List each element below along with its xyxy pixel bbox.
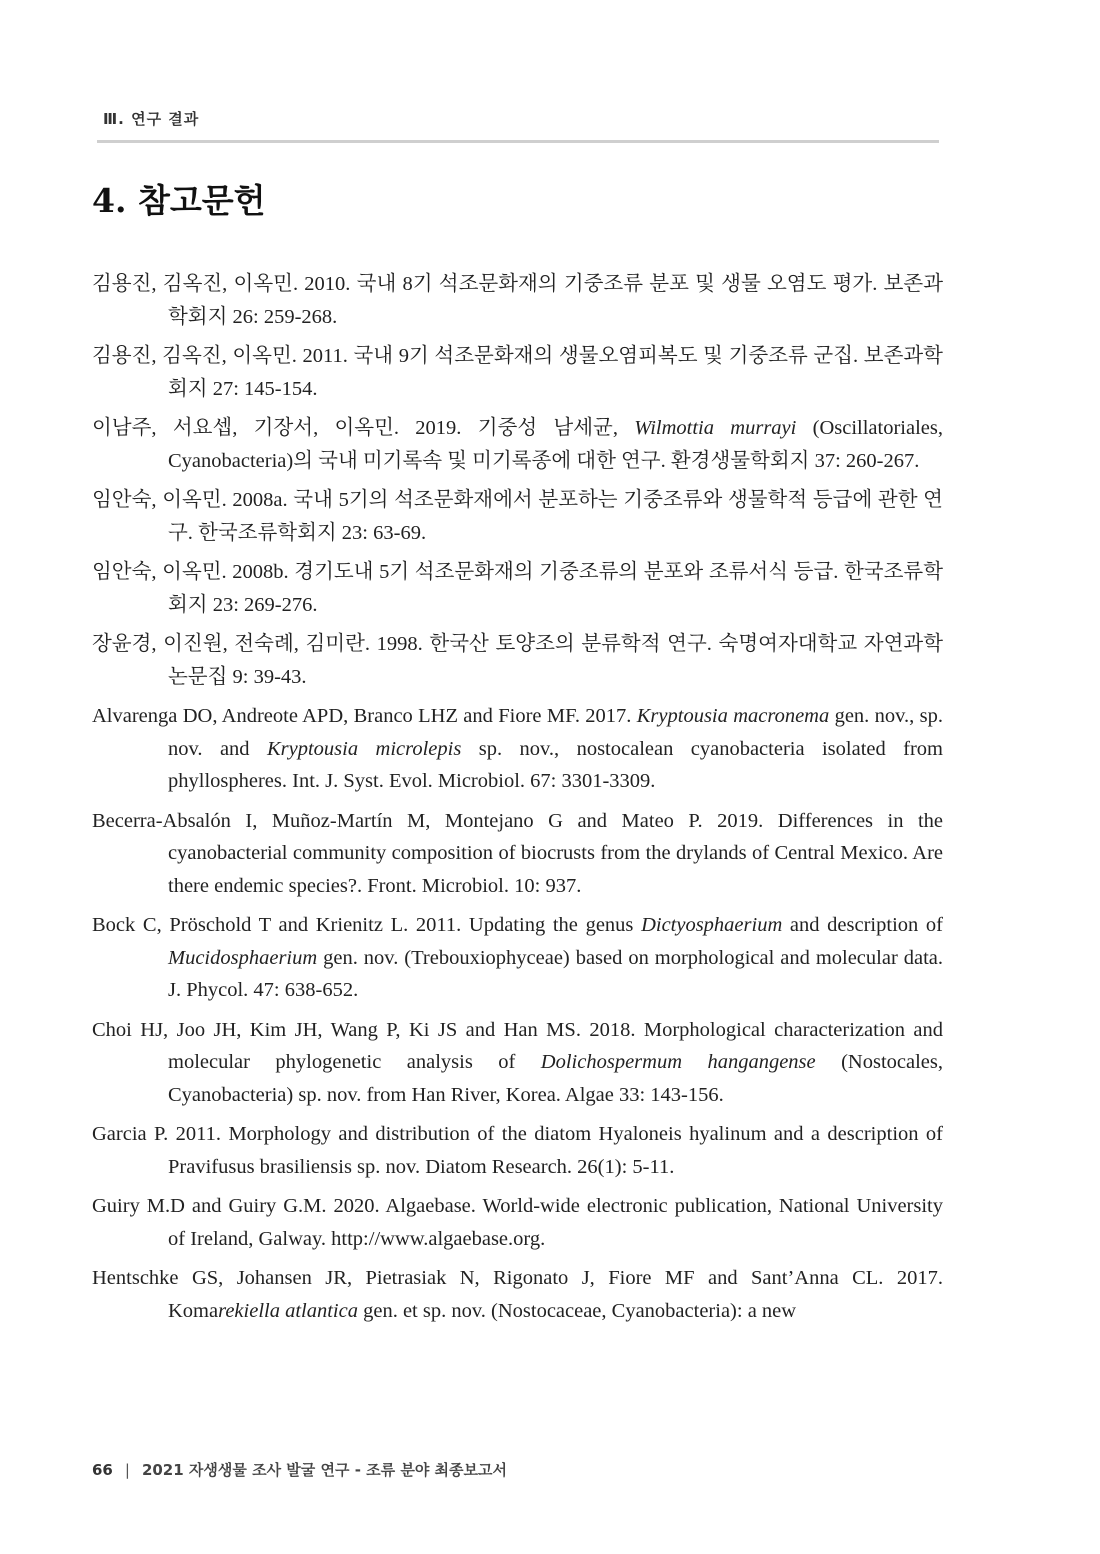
reference-text: Garcia P. 2011. Morphology and distribution of the diatom Hyaloneis hyalinum and a description of Pravifusus brasiliensis sp. nov. Diatom Research. 26(1): 5-11.	[92, 1123, 943, 1178]
reference-entry	[92, 340, 943, 405]
reference-entry	[92, 909, 943, 1007]
reference-text: Alvarenga DO, Andreote APD, Branco LHZ and Fiore MF. 2017.	[92, 705, 637, 727]
species-name: Dictyosphaerium	[641, 914, 783, 936]
species-name: Kryptousia microlepis	[266, 737, 462, 760]
reference-entry	[92, 412, 943, 477]
species-name: Wilmottia murrayi	[634, 417, 797, 439]
header-divider	[97, 140, 939, 143]
reference-text: gen. nov. (Trebouxiophyceae) based on morphological and molecular data. J. Phycol. 47: 638-652.	[168, 946, 943, 1001]
reference-entry	[92, 556, 943, 621]
species-name: Dolichospermum hangangense	[540, 1051, 816, 1073]
page-title: 4. 참고문헌	[92, 181, 266, 220]
reference-text: Hentschke GS, Johansen JR, Pietrasiak N, Rigonato J, Fiore MF and Sant’Anna CL. 2017. Koma	[92, 1267, 943, 1322]
reference-text: (Oscillatoriales, Cyanobacteria)의 국내 미기록속 및 미기록종에 대한 연구. 환경생물학회지 37: 260-267.	[168, 417, 943, 472]
reference-entry	[92, 484, 943, 549]
reference-entry	[92, 1190, 943, 1255]
reference-text: sp. nov., nostocalean cyanobacteria isolated from phyllospheres. Int. J. Syst. Evol. Microbiol. 67: 3301-3309.	[168, 737, 943, 792]
reference-text: 임안숙, 이옥민. 2008a. 국내 5기의 석조문화재에서 분포하는 기중조류와 생물학적 등급에 관한 연구. 한국조류학회지 23: 63-69.	[92, 489, 943, 544]
reference-entry	[92, 1014, 943, 1112]
footer-separator: |	[124, 1461, 130, 1479]
reference-list	[92, 268, 943, 1334]
reference-text: (Nostocales, Cyanobacteria) sp. nov. from Han River, Korea. Algae 33: 143-156.	[168, 1051, 943, 1106]
report-title: 2021 자생생물 조사 발굴 연구 - 조류 분야 최종보고서	[141, 1461, 508, 1479]
reference-text: Becerra-Absalón I, Muñoz-Martín M, Montejano G and Mateo P. 2019. Differences in the cyanobacterial community composition of biocrusts from the drylands of Central Mexico. Are there endemic species?. Front. Microbiol. 10: 937.	[92, 809, 943, 897]
reference-text: and description of	[782, 914, 944, 936]
reference-text: Bock C, Pröschold T and Krienitz L. 2011. Updating the genus	[92, 914, 642, 936]
reference-entry	[92, 628, 943, 693]
reference-text: gen. et sp. nov. (Nostocaceae, Cyanobacteria): a new	[357, 1299, 797, 1322]
species-name: Mucidosphaerium	[168, 946, 318, 969]
reference-entry	[92, 700, 943, 798]
reference-text: 이남주, 서요셉, 기장서, 이옥민. 2019. 기중성 남세균,	[92, 417, 635, 439]
reference-text: Guiry M.D and Guiry G.M. 2020. Algaebase. World-wide electronic publication, National University of Ireland, Galway. http://www.algaebase.org.	[92, 1195, 943, 1250]
reference-text: 임안숙, 이옥민. 2008b. 경기도내 5기 석조문화재의 기중조류의 분포와 조류서식 등급. 한국조류학회지 23: 269-276.	[92, 561, 943, 616]
reference-text: gen. nov., sp. nov. and	[168, 705, 943, 760]
reference-entry	[92, 1262, 943, 1327]
reference-text: 김용진, 김옥진, 이옥민. 2011. 국내 9기 석조문화재의 생물오염피복도 및 기중조류 군집. 보존과학회지 27: 145-154.	[92, 345, 943, 400]
species-name: rekiella atlantica	[218, 1299, 358, 1322]
reference-entry	[92, 805, 943, 903]
reference-text: Choi HJ, Joo JH, Kim JH, Wang P, Ki JS and Han MS. 2018. Morphological characterization and molecular phylogenetic analysis of	[92, 1018, 943, 1073]
page-footer	[92, 1459, 507, 1480]
species-name: Kryptousia macronema	[636, 705, 830, 727]
reference-entry	[92, 1118, 943, 1183]
reference-text: 김용진, 김옥진, 이옥민. 2010. 국내 8기 석조문화재의 기중조류 분포 및 생물 오염도 평가. 보존과학회지 26: 259-268.	[92, 273, 943, 328]
running-header: Ⅲ. 연구 결과	[103, 110, 200, 128]
reference-entry	[92, 268, 943, 333]
page-number: 66	[92, 1461, 113, 1479]
reference-text: 장윤경, 이진원, 전숙례, 김미란. 1998. 한국산 토양조의 분류학적 연구. 숙명여자대학교 자연과학논문집 9: 39-43.	[92, 633, 943, 688]
